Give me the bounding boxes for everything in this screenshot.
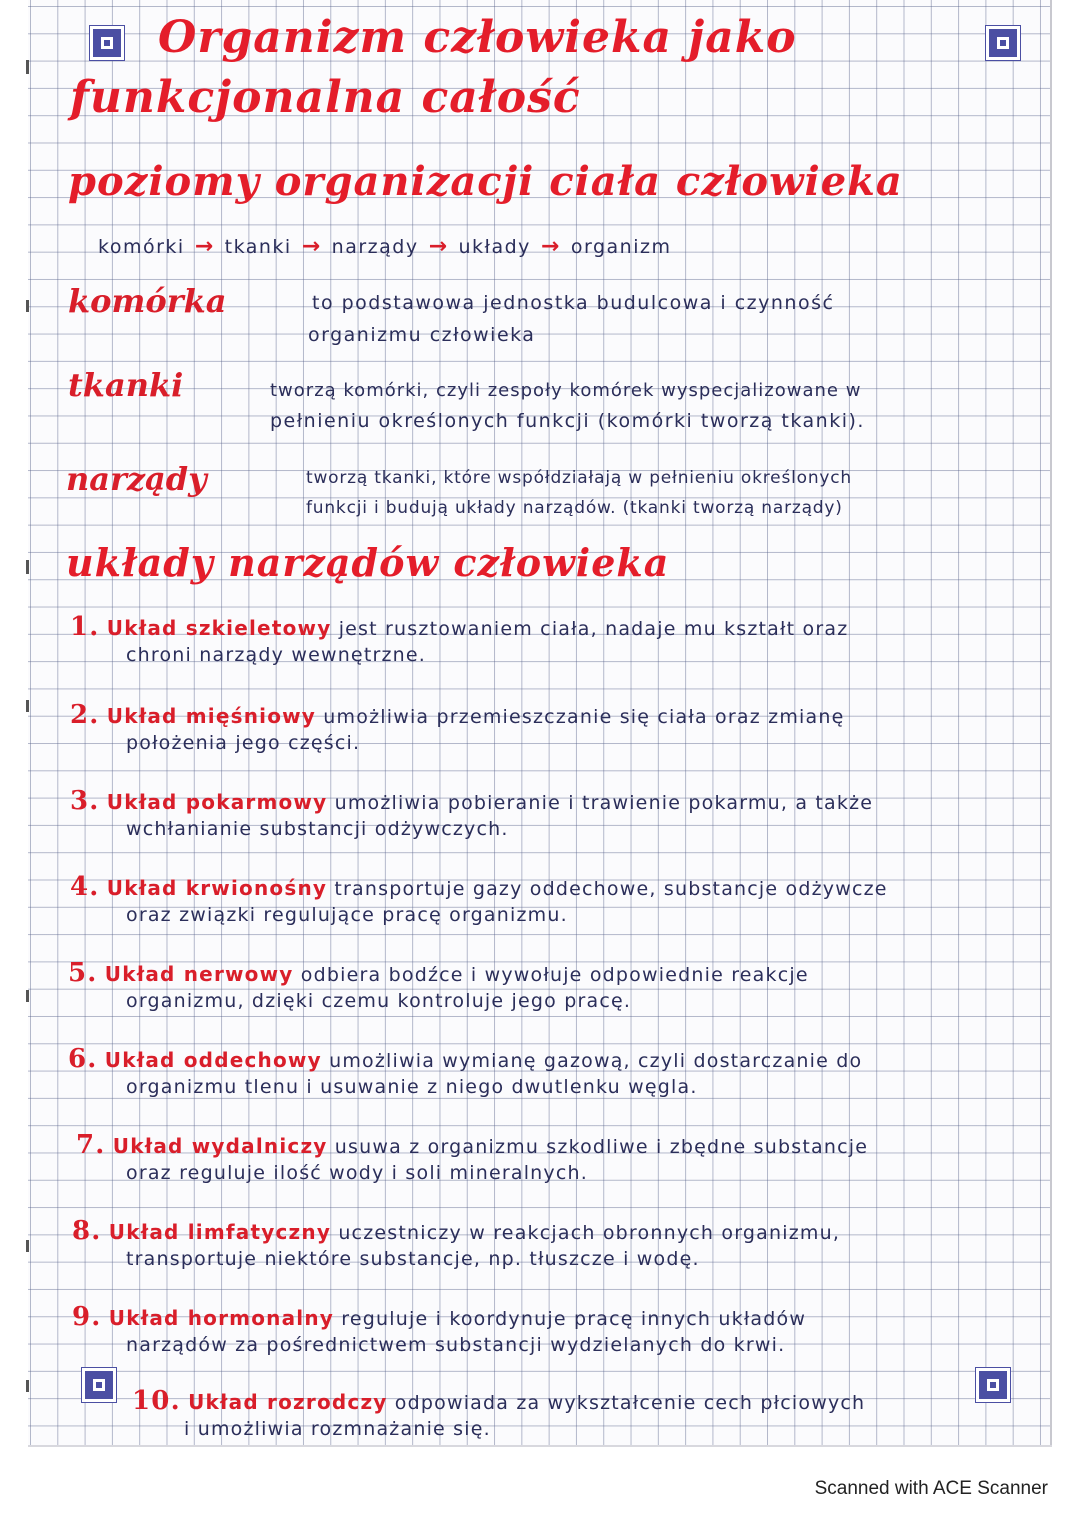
system-name: Układ nerwowy — [104, 962, 294, 986]
system-description: jest rusztowaniem ciała, nadaje mu kształt oraz — [338, 618, 849, 640]
system-name: Układ pokarmowy — [106, 790, 328, 814]
system-number: 2. — [70, 700, 100, 730]
system-item — [70, 700, 844, 730]
system-item — [68, 1044, 862, 1074]
system-description-continued: oraz reguluje ilość wody i soli mineralnych. — [126, 1162, 588, 1184]
system-number: 5. — [68, 958, 98, 988]
system-number: 6. — [68, 1044, 98, 1074]
system-name: Układ rozrodczy — [188, 1390, 388, 1414]
system-number: 7. — [76, 1130, 106, 1160]
system-number: 10. — [132, 1386, 181, 1416]
definition-term: komórka — [68, 282, 227, 320]
system-description-continued: oraz związki regulujące pracę organizmu. — [126, 904, 568, 926]
system-description: umożliwia przemieszczanie się ciała oraz zmianę — [323, 706, 845, 728]
system-number: 4. — [70, 872, 100, 902]
system-description: uczestniczy w reakcjach obronnych organizmu, — [338, 1222, 841, 1244]
system-description: umożliwia wymianę gazową, czyli dostarczanie do — [329, 1050, 863, 1072]
definition-text: organizmu człowieka — [308, 324, 536, 346]
chain-item: układy — [458, 235, 531, 258]
system-number: 1. — [70, 612, 100, 642]
system-description: odbiera bodźce i wywołuje odpowiednie reakcje — [300, 964, 809, 986]
system-description: reguluje i koordynuje pracę innych układów — [341, 1308, 807, 1330]
corner-bracket-icon-top-left — [90, 26, 124, 60]
system-name: Układ krwionośny — [106, 876, 328, 900]
system-description-continued: narządów za pośrednictwem substancji wydzielanych do krwi. — [126, 1334, 786, 1356]
system-description: odpowiada za wykształcenie cech płciowych — [394, 1392, 866, 1414]
definition-term: tkanki — [68, 366, 184, 404]
arrow-right-icon: → — [194, 234, 215, 259]
system-description-continued: organizmu tlenu i usuwanie z niego dwutlenku węgla. — [126, 1076, 698, 1098]
system-description: umożliwia pobieranie i trawienie pokarmu, a także — [334, 792, 874, 814]
page-title-line-1: Organizm człowieka jako — [158, 12, 797, 63]
system-item — [72, 1216, 840, 1246]
definition-text: tworzą komórki, czyli zespoły komórek wyspecjalizowane w — [270, 380, 862, 401]
system-description-continued: organizmu, dzięki czemu kontroluje jego pracę. — [126, 990, 632, 1012]
system-item — [72, 1302, 806, 1332]
definition-text: pełnieniu określonych funkcji (komórki tworzą tkanki). — [270, 410, 865, 432]
system-name: Układ oddechowy — [104, 1048, 322, 1072]
system-description-continued: i umożliwia rozmnażanie się. — [184, 1418, 491, 1440]
system-item — [70, 872, 888, 902]
scanner-watermark: Scanned with ACE Scanner — [814, 1478, 1048, 1499]
system-item — [70, 612, 848, 642]
system-description: usuwa z organizmu szkodliwe i zbędne substancje — [334, 1136, 869, 1158]
system-item — [70, 786, 873, 816]
systems-heading: układy narządów człowieka — [66, 540, 670, 585]
corner-bracket-icon-bottom-right — [976, 1368, 1010, 1402]
system-number: 9. — [72, 1302, 102, 1332]
chain-item: komórki — [98, 235, 185, 258]
arrow-right-icon: → — [428, 234, 449, 259]
organization-chain — [98, 234, 671, 259]
definition-text: funkcji i budują układy narządów. (tkanki tworzą narządy) — [306, 498, 843, 518]
system-description: transportuje gazy oddechowe, substancje odżywcze — [334, 878, 888, 900]
system-name: Układ wydalniczy — [112, 1134, 328, 1158]
notebook-page — [28, 0, 1052, 1445]
system-description-continued: wchłanianie substancji odżywczych. — [126, 818, 509, 840]
system-item — [76, 1130, 868, 1160]
system-number: 3. — [70, 786, 100, 816]
corner-bracket-icon-bottom-left — [82, 1368, 116, 1402]
system-name: Układ szkieletowy — [106, 616, 332, 640]
system-name: Układ mięśniowy — [106, 704, 317, 728]
system-item — [132, 1386, 865, 1416]
arrow-right-icon: → — [301, 234, 322, 259]
definition-term: narządy — [66, 460, 207, 498]
chain-item: organizm — [570, 235, 672, 258]
system-name: Układ limfatyczny — [108, 1220, 332, 1244]
definition-text: to podstawowa jednostka budulcowa i czynność — [312, 292, 835, 314]
levels-heading: poziomy organizacji ciała człowieka — [68, 158, 903, 205]
corner-bracket-icon-top-right — [986, 26, 1020, 60]
definition-text: tworzą tkanki, które współdziałają w pełnieniu określonych — [306, 468, 852, 488]
system-number: 8. — [72, 1216, 102, 1246]
system-description-continued: transportuje niektóre substancje, np. tłuszcze i wodę. — [126, 1248, 700, 1270]
page-title-line-2: funkcjonalna całość — [70, 72, 581, 123]
system-item — [68, 958, 809, 988]
chain-item: narządy — [331, 235, 419, 258]
chain-item: tkanki — [224, 235, 292, 258]
system-name: Układ hormonalny — [108, 1306, 335, 1330]
system-description-continued: chroni narządy wewnętrzne. — [126, 644, 427, 666]
arrow-right-icon: → — [540, 234, 561, 259]
system-description-continued: położenia jego części. — [126, 732, 361, 754]
